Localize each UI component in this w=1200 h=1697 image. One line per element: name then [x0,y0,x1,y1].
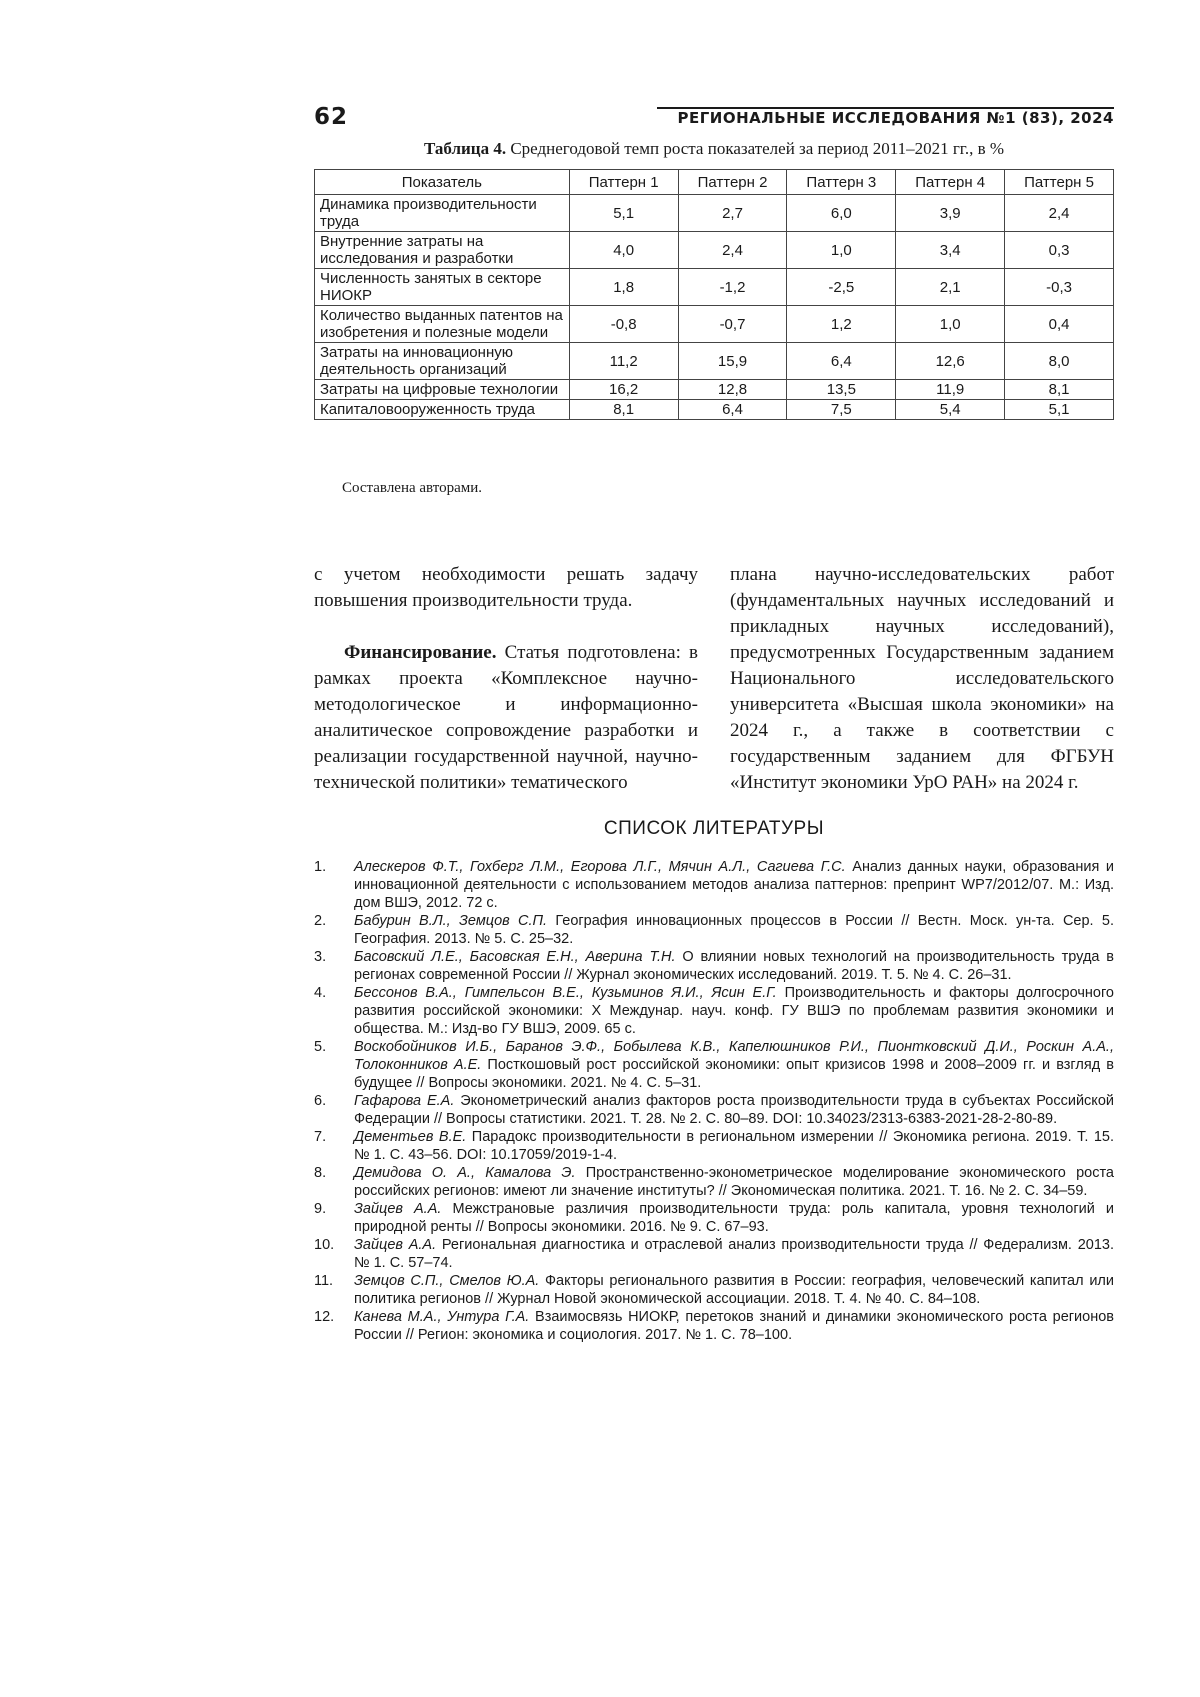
table-cell: 0,3 [1005,232,1114,269]
row-label: Затраты на цифровые технологии [315,380,570,400]
table-source-note: Составлена авторами. [342,480,483,496]
table-cell: 5,1 [569,195,678,232]
reference-authors: Алескеров Ф.Т., Гохберг Л.М., Егорова Л.Г., Мячин А.Л., Сагиева Г.С. [354,859,846,875]
table-cell: 5,1 [1005,400,1114,420]
column-header: Паттерн 3 [787,170,896,195]
table-cell: 16,2 [569,380,678,400]
reference-body: География инновационных процессов в России // Вестн. Моск. ун-та. Сер. 5. География. 2013. № 5. С. 25–32. [354,913,1114,947]
reference-authors: Канева М.А., Унтура Г.А. [354,1309,530,1325]
table-cell: 13,5 [787,380,896,400]
reference-item [314,1272,1114,1308]
table-cell: 1,0 [787,232,896,269]
reference-text [354,1128,1114,1164]
table-caption-text: Среднегодовой темп роста показателей за период 2011–2021 гг., в % [506,139,1005,158]
table-cell: 1,8 [569,269,678,306]
reference-text [354,948,1114,984]
reference-body: Пространственно-эконометрическое моделирование экономического роста российских регионов: имеют ли значение институты? // Экономическая политика. 2021. Т. 16. № 2. С. 34–59. [354,1165,1114,1199]
table-cell: 12,6 [896,343,1005,380]
row-label: Внутренние затраты на исследования и разработки [315,232,570,269]
reference-text [354,1038,1114,1092]
reference-number: 6. [314,1093,327,1109]
table-cell: -0,3 [1005,269,1114,306]
table-cell: -2,5 [787,269,896,306]
reference-item [314,1038,1114,1092]
reference-number: 1. [314,859,327,875]
row-label: Затраты на инновационную деятельность организаций [315,343,570,380]
reference-item [314,1092,1114,1128]
reference-body: О влиянии новых технологий на производительность труда в регионах современной России // Журнал экономических исследований. 2019. Т. 5. № 4. С. 26–31. [354,949,1114,983]
table-cell: 7,5 [787,400,896,420]
table-header-row [315,170,1114,195]
table-cell: -0,7 [678,306,787,343]
reference-authors: Демидова О. А., Камалова Э. [354,1165,576,1181]
reference-number: 9. [314,1201,327,1217]
table-cell: 12,8 [678,380,787,400]
table-cell: 5,4 [896,400,1005,420]
table-cell: 6,4 [787,343,896,380]
reference-text [354,912,1114,948]
reference-item [314,948,1114,984]
reference-item [314,1164,1114,1200]
bibliography-list [314,858,1114,1344]
table-cell: 8,0 [1005,343,1114,380]
reference-authors: Земцов С.П., Смелов Ю.А. [354,1273,540,1289]
reference-item [314,1128,1114,1164]
reference-item [314,1200,1114,1236]
reference-text [354,984,1114,1038]
reference-number: 8. [314,1165,327,1181]
table-row [315,232,1114,269]
table-cell: 8,1 [569,400,678,420]
table-cell: 11,9 [896,380,1005,400]
column-header: Паттерн 5 [1005,170,1114,195]
row-label: Капиталовооруженность труда [315,400,570,420]
table-cell: 3,9 [896,195,1005,232]
reference-item [314,1236,1114,1272]
reference-authors: Зайцев А.А. [354,1201,442,1217]
table-row [315,306,1114,343]
reference-body: Посткошовый рост российской экономики: опыт кризисов 1998 и 2008–2009 гг. и взгляд в будущее // Вопросы экономики. 2021. № 4. С. 5–31. [354,1057,1114,1091]
reference-item [314,1308,1114,1344]
reference-text [354,1164,1114,1200]
data-table [314,169,1114,420]
reference-item [314,984,1114,1038]
reference-authors: Басовский Л.Е., Басовская Е.Н., Аверина Т.Н. [354,949,676,965]
table-row [315,380,1114,400]
row-label: Численность занятых в секторе НИОКР [315,269,570,306]
column-header: Паттерн 4 [896,170,1005,195]
paragraph-spacer [314,614,698,640]
reference-number: 12. [314,1309,335,1325]
reference-item [314,858,1114,912]
page-number: 62 [314,104,349,130]
table-cell: 3,4 [896,232,1005,269]
reference-body: Анализ данных науки, образования и инновационной деятельности с использованием методов анализа паттернов: препринт WP7/2012/07. М.: Изд. дом ВШЭ, 2012. 72 с. [354,859,1114,911]
table-cell: 1,0 [896,306,1005,343]
table-cell: 15,9 [678,343,787,380]
reference-text [354,1236,1114,1272]
row-label: Динамика производительности труда [315,195,570,232]
reference-text [354,1092,1114,1128]
reference-authors: Бабурин В.Л., Земцов С.П. [354,913,548,929]
funding-label: Финансирование. [344,642,497,663]
reference-text [354,1272,1114,1308]
table-cell: 0,4 [1005,306,1114,343]
funding-paragraph [314,640,698,796]
reference-authors: Воскобойников И.Б., Баранов Э.Ф., Бобылева К.В., Капелюшников Р.И., Пионтковский Д.И., Роскин А.А., Толоконников А.Е. [354,1039,1114,1073]
reference-body: Региональная диагностика и отраслевой анализ производительности труда // Федерализм. 2013. № 1. С. 57–74. [354,1237,1114,1271]
table-cell: -1,2 [678,269,787,306]
reference-number: 7. [314,1129,327,1145]
column-header: Паттерн 1 [569,170,678,195]
reference-number: 10. [314,1237,335,1253]
reference-number: 4. [314,985,327,1001]
column-header: Паттерн 2 [678,170,787,195]
reference-body: Производительность и факторы долгосрочного развития российской экономики: X Междунар. науч. конф. ГУ ВШЭ по проблемам развития экономики и общества. М.: Изд-во ГУ ВШЭ, 2009. 65 с. [354,985,1114,1037]
reference-number: 3. [314,949,327,965]
journal-title: РЕГИОНАЛЬНЫЕ ИССЛЕДОВАНИЯ №1 (83), 2024 [677,109,1114,127]
body-paragraph: с учетом необходимости решать задачу повышения производительности труда. [314,564,698,611]
reference-number: 5. [314,1039,327,1055]
reference-body: Факторы регионального развития в России: география, человеческий капитал или политика регионов // Журнал Новой экономической ассоциации. 2018. Т. 4. № 40. С. 84–108. [354,1273,1114,1307]
table-cell: 2,1 [896,269,1005,306]
bibliography-heading: СПИСОК ЛИТЕРАТУРЫ [603,818,825,839]
reference-text [354,1200,1114,1236]
table-cell: 8,1 [1005,380,1114,400]
table-row [315,343,1114,380]
table-cell: 4,0 [569,232,678,269]
reference-body: Парадокс производительности в региональном измерении // Экономика региона. 2019. Т. 15. № 1. С. 43–56. DOI: 10.17059/2019-1-4. [354,1129,1114,1163]
body-paragraph: плана научно-исследовательских работ (фундаментальных научных исследований и прикладных научных исследований), предусмотренных Государственным заданием Национального исследовательского университета «Высшая школа экономики» на 2024 г., а также в соответствии с государственным заданием для ФГБУН «Институт экономики УрО РАН» на 2024 г. [730,564,1114,793]
reference-number: 11. [314,1273,334,1289]
table-row [315,195,1114,232]
table-cell: 11,2 [569,343,678,380]
table-row [315,400,1114,420]
reference-body: Межстрановые различия производительности труда: роль капитала, уровня технологий и природной ренты // Вопросы экономики. 2016. № 9. С. 67–93. [354,1201,1114,1235]
reference-authors: Зайцев А.А. [354,1237,437,1253]
row-label: Количество выданных патентов на изобретения и полезные модели [315,306,570,343]
table-caption-label: Таблица 4. [423,139,507,158]
funding-text: Статья подготовлена: в рамках проекта «Комплексное научно-методологическое и информационно-аналитическое сопровождение разработки и реализации государственной научной, научно-технической политики» тематического [314,642,698,793]
column-header: Показатель [315,170,570,195]
table-cell: 2,7 [678,195,787,232]
table-cell: 1,2 [787,306,896,343]
reference-text [354,1308,1114,1344]
reference-text [354,858,1114,912]
table-cell: 2,4 [678,232,787,269]
reference-item [314,912,1114,948]
table-cell: -0,8 [569,306,678,343]
body-column-left [314,562,698,796]
reference-authors: Бессонов В.А., Гимпельсон В.Е., Кузьминов Я.И., Ясин Е.Г. [354,985,777,1001]
table-cell: 6,0 [787,195,896,232]
table-caption [314,139,1114,159]
reference-authors: Дементьев В.Е. [354,1129,467,1145]
table-cell: 2,4 [1005,195,1114,232]
reference-body: Эконометрический анализ факторов роста производительности труда в субъектах Российской Федерации // Вопросы статистики. 2021. Т. 28. № 2. С. 80–89. DOI: 10.34023/2313-6383-2021-28-2-80-89. [354,1093,1114,1127]
reference-body: Взаимосвязь НИОКР, перетоков знаний и динамики экономического роста регионов России // Регион: экономика и социология. 2017. № 1. С. 78–100. [354,1309,1115,1343]
body-column-right [730,562,1114,796]
reference-authors: Гафарова Е.А. [354,1093,455,1109]
table-row [315,269,1114,306]
table-cell: 6,4 [678,400,787,420]
reference-number: 2. [314,913,327,929]
